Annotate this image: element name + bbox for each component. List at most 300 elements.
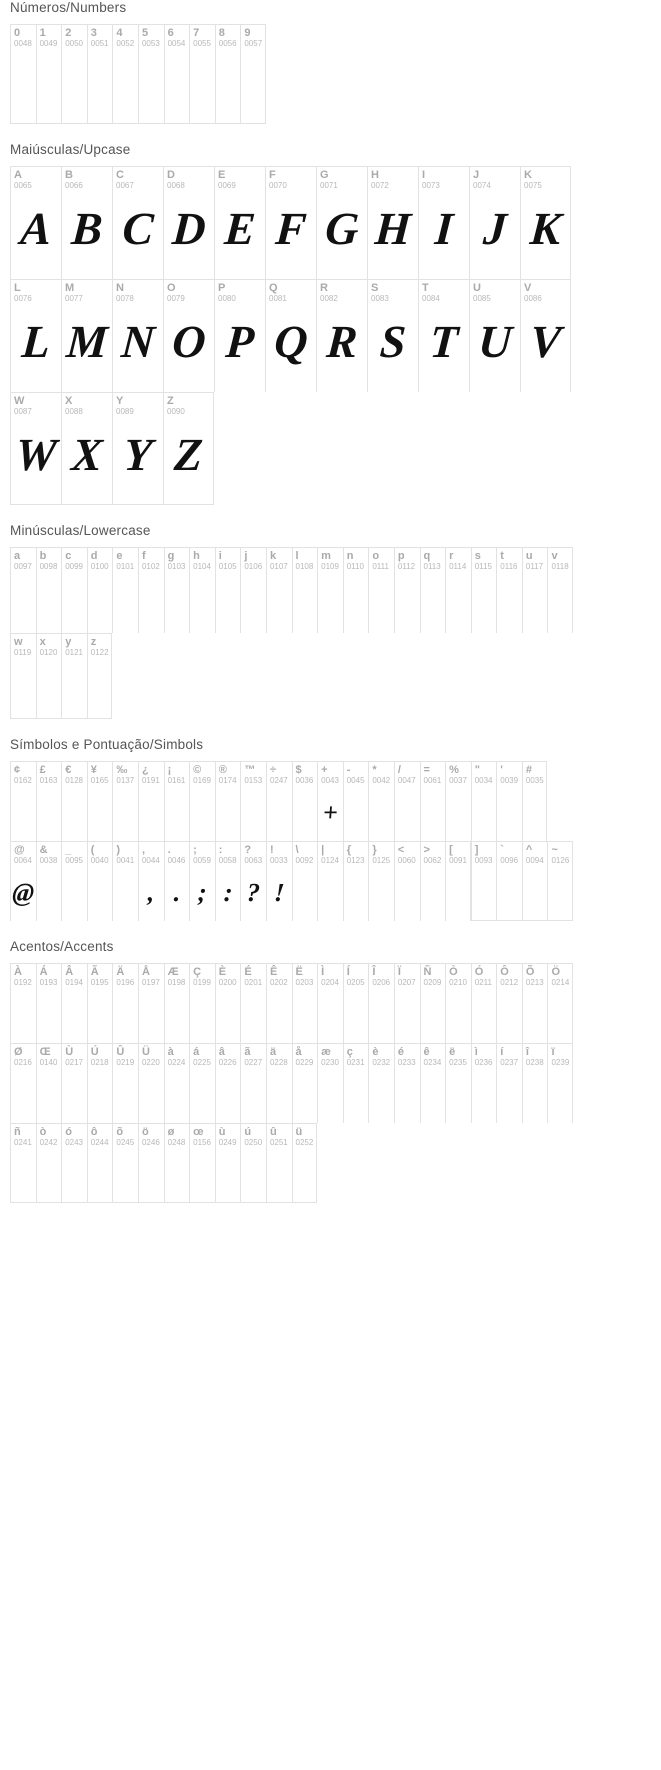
glyph-cell[interactable] bbox=[36, 761, 62, 841]
glyph-cell[interactable] bbox=[215, 963, 241, 1043]
glyph-cell[interactable] bbox=[87, 1043, 113, 1123]
glyph-char-label: œ bbox=[193, 1126, 204, 1138]
glyph-cell[interactable] bbox=[368, 547, 394, 633]
glyph-char-label: E bbox=[218, 169, 226, 181]
glyph-cell[interactable] bbox=[36, 841, 62, 921]
glyph-char-label: = bbox=[423, 764, 430, 776]
section-title: Minúsculas/Lowercase bbox=[10, 523, 151, 538]
glyph-cell[interactable] bbox=[36, 1123, 62, 1203]
glyph-cell[interactable] bbox=[87, 761, 113, 841]
glyph-char-label: ö bbox=[141, 1126, 149, 1138]
glyph-code-label: 0081 bbox=[269, 294, 287, 303]
glyph-cell[interactable] bbox=[547, 841, 573, 921]
glyph-cell[interactable] bbox=[189, 24, 215, 124]
glyph-cell[interactable] bbox=[61, 633, 87, 719]
glyph-cell[interactable] bbox=[240, 761, 266, 841]
glyph-code-label: 0126 bbox=[551, 856, 570, 865]
glyph-cell[interactable] bbox=[189, 761, 215, 841]
glyph-char-label: > bbox=[423, 844, 430, 856]
glyph-cell[interactable] bbox=[418, 279, 469, 392]
glyph-cell[interactable] bbox=[469, 279, 520, 392]
glyph-code-label: 0091 bbox=[449, 856, 467, 865]
glyph-char-label: p bbox=[397, 550, 405, 562]
glyph-code-label: 0156 bbox=[193, 1138, 211, 1147]
glyph-code-label: 0069 bbox=[218, 181, 236, 190]
glyph-cell[interactable] bbox=[522, 1043, 548, 1123]
glyph-cell[interactable] bbox=[61, 24, 87, 124]
glyph-char-label: ù bbox=[218, 1126, 226, 1138]
glyph-code-label: 0118 bbox=[551, 562, 569, 571]
glyph-cell[interactable] bbox=[112, 166, 163, 279]
glyph-cell[interactable] bbox=[61, 841, 87, 921]
glyph-char-label: á bbox=[193, 1046, 200, 1058]
glyph-code-label: 0055 bbox=[193, 39, 211, 48]
glyph-grid bbox=[10, 24, 661, 124]
glyph-cell[interactable] bbox=[292, 761, 318, 841]
glyph-cell[interactable] bbox=[343, 547, 369, 633]
glyph-char-label: Ì bbox=[321, 966, 325, 978]
glyph-char-label: o bbox=[372, 550, 380, 562]
section-title: Acentos/Accents bbox=[10, 939, 114, 954]
glyph-code-label: 0163 bbox=[39, 776, 58, 785]
glyph-code-label: 0048 bbox=[14, 39, 32, 48]
glyph-cell[interactable] bbox=[496, 1043, 522, 1123]
glyph-char-label: r bbox=[449, 550, 454, 562]
glyph-cell[interactable] bbox=[87, 841, 113, 921]
glyph-code-label: 0249 bbox=[218, 1138, 237, 1147]
glyph-code-label: 0195 bbox=[90, 978, 109, 987]
glyph-cell[interactable] bbox=[61, 761, 87, 841]
glyph-code-label: 0100 bbox=[90, 562, 109, 571]
glyph-code-label: 0070 bbox=[269, 181, 287, 190]
glyph-char-label: I bbox=[422, 169, 426, 181]
glyph-cell[interactable] bbox=[10, 1123, 36, 1203]
glyph-cell[interactable] bbox=[112, 279, 163, 392]
glyph-cell[interactable] bbox=[138, 24, 164, 124]
glyph-char-label: ñ bbox=[14, 1126, 21, 1138]
glyph-char-label: # bbox=[525, 764, 532, 776]
glyph-char-label: ò bbox=[39, 1126, 47, 1138]
glyph-cell[interactable] bbox=[215, 841, 241, 921]
glyph-cell[interactable] bbox=[61, 166, 112, 279]
glyph-cell[interactable] bbox=[471, 547, 497, 633]
glyph-cell[interactable] bbox=[112, 24, 138, 124]
glyph-cell[interactable] bbox=[420, 841, 446, 921]
glyph-code-label: 0103 bbox=[167, 562, 186, 571]
glyph-cell[interactable] bbox=[522, 761, 548, 841]
glyph-cell[interactable] bbox=[10, 841, 36, 921]
glyph-cell[interactable] bbox=[215, 761, 241, 841]
glyph-cell[interactable] bbox=[163, 166, 214, 279]
glyph-cell[interactable] bbox=[164, 761, 190, 841]
glyph-char-label: ) bbox=[116, 844, 121, 856]
glyph-code-label: 0219 bbox=[116, 1058, 135, 1067]
glyph-code-label: 0110 bbox=[346, 562, 364, 571]
glyph-cell[interactable] bbox=[317, 761, 343, 841]
glyph-char-label: Á bbox=[39, 966, 48, 978]
glyph-cell[interactable] bbox=[547, 1043, 573, 1123]
glyph-cell[interactable] bbox=[138, 841, 164, 921]
glyph-cell[interactable] bbox=[317, 1043, 343, 1123]
glyph-code-label: 0128 bbox=[65, 776, 83, 785]
glyph-code-label: 0106 bbox=[244, 562, 263, 571]
glyph-cell[interactable] bbox=[87, 963, 113, 1043]
glyph-code-label: 0119 bbox=[14, 648, 32, 657]
glyph-cell[interactable] bbox=[266, 1123, 292, 1203]
glyph-cell[interactable] bbox=[317, 841, 343, 921]
glyph-char-label: } bbox=[372, 844, 377, 856]
glyph-cell[interactable] bbox=[266, 841, 292, 921]
glyph-cell[interactable] bbox=[10, 279, 61, 392]
glyph-char-label: ] bbox=[474, 844, 479, 856]
glyph-code-label: 0220 bbox=[141, 1058, 160, 1067]
glyph-cell[interactable] bbox=[215, 1123, 241, 1203]
glyph-char-label: u bbox=[525, 550, 533, 562]
glyph-cell[interactable] bbox=[36, 1043, 62, 1123]
glyph-cell[interactable] bbox=[240, 841, 266, 921]
glyph-cell[interactable] bbox=[343, 963, 369, 1043]
glyph-cell[interactable] bbox=[87, 1123, 113, 1203]
glyph-cell[interactable] bbox=[266, 547, 292, 633]
glyph-code-label: 0165 bbox=[90, 776, 109, 785]
glyph-cell[interactable] bbox=[61, 1123, 87, 1203]
glyph-code-label: 0116 bbox=[500, 562, 518, 571]
glyph-char-label: Û bbox=[116, 1046, 125, 1058]
glyph-cell[interactable] bbox=[343, 761, 369, 841]
glyph-code-label: 0121 bbox=[65, 648, 83, 657]
glyph-cell[interactable] bbox=[189, 1123, 215, 1203]
glyph-cell[interactable] bbox=[445, 761, 471, 841]
glyph-cell[interactable] bbox=[394, 761, 420, 841]
glyph-code-label: 0207 bbox=[397, 978, 416, 987]
glyph-cell[interactable] bbox=[164, 24, 190, 124]
glyph-code-label: 0153 bbox=[244, 776, 263, 785]
glyph-cell[interactable] bbox=[367, 166, 418, 279]
glyph-cell[interactable] bbox=[214, 279, 265, 392]
glyph-cell[interactable] bbox=[10, 547, 36, 633]
glyph-cell[interactable] bbox=[189, 547, 215, 633]
glyph-cell[interactable] bbox=[138, 1043, 164, 1123]
glyph-cell[interactable] bbox=[164, 963, 190, 1043]
glyph-cell[interactable] bbox=[112, 1043, 138, 1123]
glyph-cell[interactable] bbox=[112, 963, 138, 1043]
glyph-cell[interactable] bbox=[61, 963, 87, 1043]
glyph-char-label: ! bbox=[269, 844, 274, 856]
glyph-cell[interactable] bbox=[420, 761, 446, 841]
glyph-cell[interactable] bbox=[445, 841, 471, 921]
glyph-char-label: 0 bbox=[14, 27, 21, 39]
glyph-code-label: 0090 bbox=[167, 407, 185, 416]
glyph-cell[interactable] bbox=[292, 1043, 318, 1123]
glyph-code-label: 0109 bbox=[321, 562, 339, 571]
glyph-render: E bbox=[222, 203, 258, 254]
glyph-cell[interactable] bbox=[420, 547, 446, 633]
glyph-cell[interactable] bbox=[368, 963, 394, 1043]
glyph-cell[interactable] bbox=[367, 279, 418, 392]
glyph-cell[interactable] bbox=[36, 24, 62, 124]
glyph-char-label: ì bbox=[474, 1046, 478, 1058]
glyph-cell[interactable] bbox=[520, 279, 571, 392]
glyph-cell[interactable] bbox=[445, 963, 471, 1043]
glyph-char-label: 6 bbox=[167, 27, 174, 39]
glyph-cell[interactable] bbox=[164, 547, 190, 633]
glyph-code-label: 0071 bbox=[320, 181, 338, 190]
glyph-render: ? bbox=[246, 878, 262, 907]
glyph-cell[interactable] bbox=[292, 1123, 318, 1203]
glyph-cell[interactable] bbox=[368, 761, 394, 841]
glyph-cell[interactable] bbox=[317, 547, 343, 633]
glyph-grid bbox=[10, 547, 661, 719]
glyph-char-label: v bbox=[551, 550, 558, 562]
glyph-code-label: 0057 bbox=[244, 39, 263, 48]
glyph-char-label: < bbox=[397, 844, 405, 856]
glyph-cell[interactable] bbox=[471, 963, 497, 1043]
glyph-cell[interactable] bbox=[61, 547, 87, 633]
glyph-cell[interactable] bbox=[112, 547, 138, 633]
glyph-char-label: õ bbox=[116, 1126, 124, 1138]
glyph-char-label: V bbox=[524, 282, 532, 294]
glyph-code-label: 0068 bbox=[167, 181, 185, 190]
glyph-code-label: 0046 bbox=[167, 856, 186, 865]
glyph-code-label: 0061 bbox=[423, 776, 442, 785]
glyph-render: X bbox=[69, 429, 105, 480]
glyph-code-label: 0169 bbox=[193, 776, 211, 785]
glyph-cell[interactable] bbox=[522, 963, 548, 1043]
glyph-char-label: æ bbox=[321, 1046, 331, 1058]
glyph-cell[interactable] bbox=[215, 1043, 241, 1123]
glyph-code-label: 0217 bbox=[65, 1058, 83, 1067]
glyph-char-label: a bbox=[14, 550, 21, 562]
glyph-code-label: 0099 bbox=[65, 562, 83, 571]
glyph-char-label: _ bbox=[65, 844, 72, 856]
glyph-code-label: 0196 bbox=[116, 978, 135, 987]
glyph-cell[interactable] bbox=[316, 166, 367, 279]
glyph-cell[interactable] bbox=[112, 761, 138, 841]
glyph-code-label: 0035 bbox=[525, 776, 544, 785]
glyph-cell[interactable] bbox=[164, 1043, 190, 1123]
glyph-cell[interactable] bbox=[240, 1043, 266, 1123]
glyph-char-label: î bbox=[525, 1046, 529, 1058]
glyph-row bbox=[10, 633, 112, 719]
section-title: Símbolos e Pontuação/Simbols bbox=[10, 737, 204, 752]
glyph-cell[interactable] bbox=[36, 633, 62, 719]
glyph-cell[interactable] bbox=[10, 166, 61, 279]
glyph-cell[interactable] bbox=[520, 166, 571, 279]
glyph-code-label: 0192 bbox=[14, 978, 32, 987]
glyph-cell[interactable] bbox=[240, 1123, 266, 1203]
glyph-cell[interactable] bbox=[164, 841, 190, 921]
glyph-cell[interactable] bbox=[10, 1043, 36, 1123]
glyph-cell[interactable] bbox=[138, 547, 164, 633]
glyph-cell[interactable] bbox=[469, 166, 520, 279]
glyph-cell[interactable] bbox=[164, 1123, 190, 1203]
glyph-code-label: 0216 bbox=[14, 1058, 32, 1067]
glyph-cell[interactable] bbox=[420, 1043, 446, 1123]
glyph-code-label: 0079 bbox=[167, 294, 185, 303]
glyph-code-label: 0097 bbox=[14, 562, 32, 571]
glyph-cell[interactable] bbox=[61, 1043, 87, 1123]
glyph-cell[interactable] bbox=[394, 841, 420, 921]
glyph-code-label: 0066 bbox=[65, 181, 83, 190]
glyph-cell[interactable] bbox=[292, 841, 318, 921]
glyph-code-label: 0044 bbox=[141, 856, 160, 865]
glyph-code-label: 0245 bbox=[116, 1138, 135, 1147]
glyph-cell[interactable] bbox=[266, 963, 292, 1043]
glyph-cell[interactable] bbox=[240, 547, 266, 633]
glyph-char-label: ¥ bbox=[90, 764, 97, 776]
glyph-code-label: 0051 bbox=[90, 39, 109, 48]
glyph-cell[interactable] bbox=[240, 963, 266, 1043]
glyph-code-label: 0161 bbox=[167, 776, 186, 785]
glyph-char-label: Ö bbox=[551, 966, 561, 978]
glyph-cell[interactable] bbox=[10, 633, 36, 719]
glyph-cell[interactable] bbox=[189, 1043, 215, 1123]
glyph-char-label: - bbox=[346, 764, 351, 776]
glyph-code-label: 0095 bbox=[65, 856, 83, 865]
glyph-cell[interactable] bbox=[10, 392, 61, 505]
glyph-cell[interactable] bbox=[445, 547, 471, 633]
glyph-code-label: 0198 bbox=[167, 978, 186, 987]
glyph-code-label: 0229 bbox=[295, 1058, 314, 1067]
glyph-cell[interactable] bbox=[87, 547, 113, 633]
glyph-cell[interactable] bbox=[265, 166, 316, 279]
glyph-cell[interactable] bbox=[420, 963, 446, 1043]
glyph-char-label: R bbox=[320, 282, 328, 294]
glyph-char-label: e bbox=[116, 550, 123, 562]
glyph-char-label: D bbox=[167, 169, 175, 181]
glyph-cell[interactable] bbox=[10, 963, 36, 1043]
glyph-cell[interactable] bbox=[36, 963, 62, 1043]
glyph-cell[interactable] bbox=[138, 761, 164, 841]
glyph-cell[interactable] bbox=[36, 547, 62, 633]
glyph-code-label: 0036 bbox=[295, 776, 314, 785]
glyph-cell[interactable] bbox=[496, 841, 522, 921]
glyph-char-label: n bbox=[346, 550, 354, 562]
glyph-code-label: 0073 bbox=[422, 181, 440, 190]
glyph-char-label: j bbox=[244, 550, 248, 562]
glyph-cell[interactable] bbox=[368, 1043, 394, 1123]
glyph-char-label: Y bbox=[116, 395, 124, 407]
glyph-cell[interactable] bbox=[163, 279, 214, 392]
glyph-cell[interactable] bbox=[316, 279, 367, 392]
glyph-cell[interactable] bbox=[112, 841, 138, 921]
glyph-cell[interactable] bbox=[61, 279, 112, 392]
glyph-row bbox=[10, 841, 471, 921]
glyph-cell[interactable] bbox=[471, 761, 497, 841]
glyph-cell[interactable] bbox=[394, 1043, 420, 1123]
glyph-row bbox=[10, 24, 266, 124]
glyph-render: ! bbox=[273, 878, 286, 907]
glyph-cell[interactable] bbox=[265, 279, 316, 392]
glyph-cell[interactable] bbox=[138, 963, 164, 1043]
glyph-render: M bbox=[64, 316, 110, 367]
glyph-char-label: ä bbox=[269, 1046, 277, 1058]
glyph-code-label: 0037 bbox=[449, 776, 467, 785]
glyph-cell[interactable] bbox=[163, 392, 214, 505]
glyph-cell[interactable] bbox=[138, 1123, 164, 1203]
glyph-code-label: 0162 bbox=[14, 776, 32, 785]
glyph-grid bbox=[10, 761, 661, 921]
glyph-code-label: 0105 bbox=[218, 562, 237, 571]
glyph-code-label: 0242 bbox=[39, 1138, 58, 1147]
glyph-cell[interactable] bbox=[292, 963, 318, 1043]
glyph-char-label: : bbox=[218, 844, 223, 856]
glyph-char-label: ¿ bbox=[141, 764, 149, 776]
glyph-char-label: ü bbox=[295, 1126, 303, 1138]
glyph-cell[interactable] bbox=[112, 1123, 138, 1203]
glyph-cell[interactable] bbox=[496, 761, 522, 841]
glyph-cell[interactable] bbox=[394, 963, 420, 1043]
glyph-cell[interactable] bbox=[496, 963, 522, 1043]
glyph-cell[interactable] bbox=[418, 166, 469, 279]
glyph-char-label: É bbox=[244, 966, 252, 978]
glyph-code-label: 0062 bbox=[423, 856, 442, 865]
glyph-char-label: d bbox=[90, 550, 98, 562]
glyph-char-label: | bbox=[321, 844, 325, 856]
glyph-char-label: 8 bbox=[218, 27, 225, 39]
glyph-cell[interactable] bbox=[215, 547, 241, 633]
glyph-cell[interactable] bbox=[394, 547, 420, 633]
glyph-cell[interactable] bbox=[368, 841, 394, 921]
glyph-cell[interactable] bbox=[343, 1043, 369, 1123]
glyph-cell[interactable] bbox=[112, 392, 163, 505]
glyph-cell[interactable] bbox=[87, 24, 113, 124]
glyph-code-label: 0251 bbox=[269, 1138, 288, 1147]
glyph-cell[interactable] bbox=[547, 963, 573, 1043]
glyph-cell[interactable] bbox=[471, 841, 497, 921]
glyph-render: P bbox=[224, 316, 256, 367]
glyph-cell[interactable] bbox=[266, 761, 292, 841]
glyph-code-label: 0206 bbox=[372, 978, 391, 987]
glyph-cell[interactable] bbox=[189, 841, 215, 921]
glyph-cell[interactable] bbox=[522, 841, 548, 921]
glyph-cell[interactable] bbox=[215, 24, 241, 124]
glyph-cell[interactable] bbox=[214, 166, 265, 279]
glyph-char-label: Ç bbox=[193, 966, 202, 978]
glyph-cell[interactable] bbox=[10, 24, 36, 124]
glyph-cell[interactable] bbox=[471, 1043, 497, 1123]
glyph-code-label: 0234 bbox=[423, 1058, 442, 1067]
glyph-cell[interactable] bbox=[343, 841, 369, 921]
glyph-char-label: € bbox=[65, 764, 72, 776]
glyph-code-label: 0236 bbox=[474, 1058, 493, 1067]
glyph-code-label: 0247 bbox=[269, 776, 288, 785]
glyph-cell[interactable] bbox=[317, 963, 343, 1043]
glyph-cell[interactable] bbox=[240, 24, 266, 124]
glyph-char-label: å bbox=[295, 1046, 302, 1058]
glyph-cell[interactable] bbox=[445, 1043, 471, 1123]
glyph-char-label: K bbox=[524, 169, 532, 181]
glyph-char-label: H bbox=[371, 169, 379, 181]
glyph-code-label: 0108 bbox=[295, 562, 314, 571]
glyph-cell[interactable] bbox=[266, 1043, 292, 1123]
glyph-char-label: Ú bbox=[90, 1046, 99, 1058]
glyph-cell[interactable] bbox=[189, 963, 215, 1043]
glyph-char-label: S bbox=[371, 282, 379, 294]
glyph-cell[interactable] bbox=[292, 547, 318, 633]
glyph-char-label: \ bbox=[295, 844, 299, 856]
glyph-cell[interactable] bbox=[522, 547, 548, 633]
glyph-char-label: ë bbox=[449, 1046, 456, 1058]
glyph-cell[interactable] bbox=[496, 547, 522, 633]
glyph-char-label: t bbox=[500, 550, 504, 562]
glyph-code-label: 0065 bbox=[14, 181, 32, 190]
glyph-cell[interactable] bbox=[547, 547, 573, 633]
glyph-cell[interactable] bbox=[61, 392, 112, 505]
glyph-char-label: ã bbox=[244, 1046, 251, 1058]
glyph-cell[interactable] bbox=[10, 761, 36, 841]
glyph-cell[interactable] bbox=[87, 633, 113, 719]
